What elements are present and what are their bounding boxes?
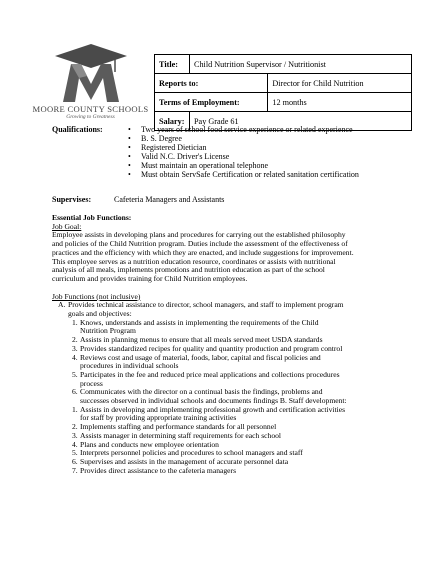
salary-label: Salary: [155,112,190,131]
reports-row [155,74,412,93]
list-marker: 7. [72,465,78,475]
reports-value: Director for Child Nutrition [268,74,412,93]
list-item: • Registered Dietician [128,144,428,153]
functions-list [68,319,402,476]
text-line: Provides direct assistance to the cafeteria managers [80,465,237,475]
text-line: Assists manager in determining staff requirements for each school [80,430,282,440]
list-marker: 6. [72,456,78,466]
list-marker: 3. [72,343,78,353]
supervises-section [52,195,224,204]
text-line: Interprets personnel policies and procedures to school managers and staff [80,448,303,458]
functions-outline [52,301,402,475]
supervises-value: Cafeteria Managers and Assistants [114,195,225,204]
text-line: Supervises and assists in the management of accurate personnel data [80,456,289,466]
list-marker: 4. [72,352,78,362]
list-marker: 2. [72,335,78,345]
title-label: Title: [155,55,190,74]
terms-label: Terms of Employment: [155,93,268,112]
district-logo [28,42,153,120]
text-line: Communicates with the director on a continual basis the findings, problems and [80,387,323,397]
text-line: goals and objectives: [68,309,132,319]
district-name: MOORE COUNTY SCHOOLS [32,104,149,114]
list-item [52,354,402,371]
text-line: Nutrition Program [80,326,136,336]
list-item: • Must maintain an operational telephone [128,162,428,171]
list-item [52,467,402,476]
text-line: procedures in individual schools [80,361,179,371]
text-line: Provides technical assistance to director, school managers, and staff to implement program [68,300,344,310]
list-item: • Must obtain ServSafe Certification or related sanitation certification [128,171,428,180]
list-item: • Valid N.C. Driver's License [128,153,428,162]
text-line: curriculum and provides training for Child Nutrition employees. [52,273,248,283]
list-marker: 5. [72,369,78,379]
list-marker: 4. [72,439,78,449]
text-line: Plans and conducts new employee orientation [80,439,219,449]
text-line: Knows, understands and assists in implementing the requirements of the Child [80,317,319,327]
list-marker: 3. [72,430,78,440]
title-value: Child Nutrition Supervisor / Nutritionist [190,55,412,74]
list-item [52,388,402,405]
qualifications-list [128,126,428,179]
job-functions-heading: Job Functions (not inclusive) [52,291,141,301]
text-line: Implements staffing and performance standards for all personnel [80,422,277,432]
qualifications-heading: Qualifications: [52,125,103,134]
job-info-table [154,54,412,131]
text-line: This employee serves as a nutrition education resource, coordinates or assists with nutritional [52,256,336,266]
terms-value: 12 months [268,93,412,112]
text-line: analysis of all meals, implements promotions and nutrition education as part of the school [52,265,325,275]
text-line: for staff by providing appropriate training activities [80,413,237,423]
list-item [52,301,402,475]
salary-value: Pay Grade 61 [190,112,412,131]
list-item [52,319,402,336]
text-line: Provides standardized recipes for quality and quantity production and program control [80,343,343,353]
list-marker: 5. [72,448,78,458]
title-row [155,55,412,74]
list-marker: 6. [72,387,78,397]
list-item: • B. S. Degree [128,135,428,144]
supervises-heading: Supervises: [52,195,92,204]
text-line: and policies of the Child Nutrition program. Duties include the assessment of the effectiveness of [52,239,348,249]
text-line: Assists in developing and implementing professional growth and certification activities [80,404,346,414]
list-item [52,406,402,423]
text-line: Employee assists in developing plans and procedures for carrying out the established philosophy [52,230,346,240]
text-line: Reviews cost and usage of material, foods, labor, capital and fiscal policies and [80,352,321,362]
text-line: successes observed in individual schools and documents findings B. Staff development: [80,396,347,406]
essential-functions-heading: Essential Job Functions: [52,213,132,222]
text-line: process [80,378,103,388]
text-line: practices and the efficiency with which they are enacted, and include suggestions for improvement. [52,247,354,257]
terms-row [155,93,412,112]
essential-functions-section [52,214,402,475]
text-line: Participates in the fee and reduced price meal applications and collections procedures [80,369,340,379]
list-marker: 2. [72,422,78,432]
reports-label: Reports to: [155,74,268,93]
district-tagline: Growing to Greatness [66,114,115,120]
job-goal-text [52,231,402,283]
list-marker: 1. [72,404,78,414]
list-item [52,371,402,388]
mortarboard-m-icon [51,42,131,104]
text-line: Assists in planning menus to ensure that all meals served meet USDA standards [80,335,323,345]
list-marker: A. [58,300,66,310]
job-goal-heading: Job Goal: [52,221,82,231]
list-item: • Two years of school food service experience or related experience [128,126,428,135]
list-marker: 1. [72,317,78,327]
